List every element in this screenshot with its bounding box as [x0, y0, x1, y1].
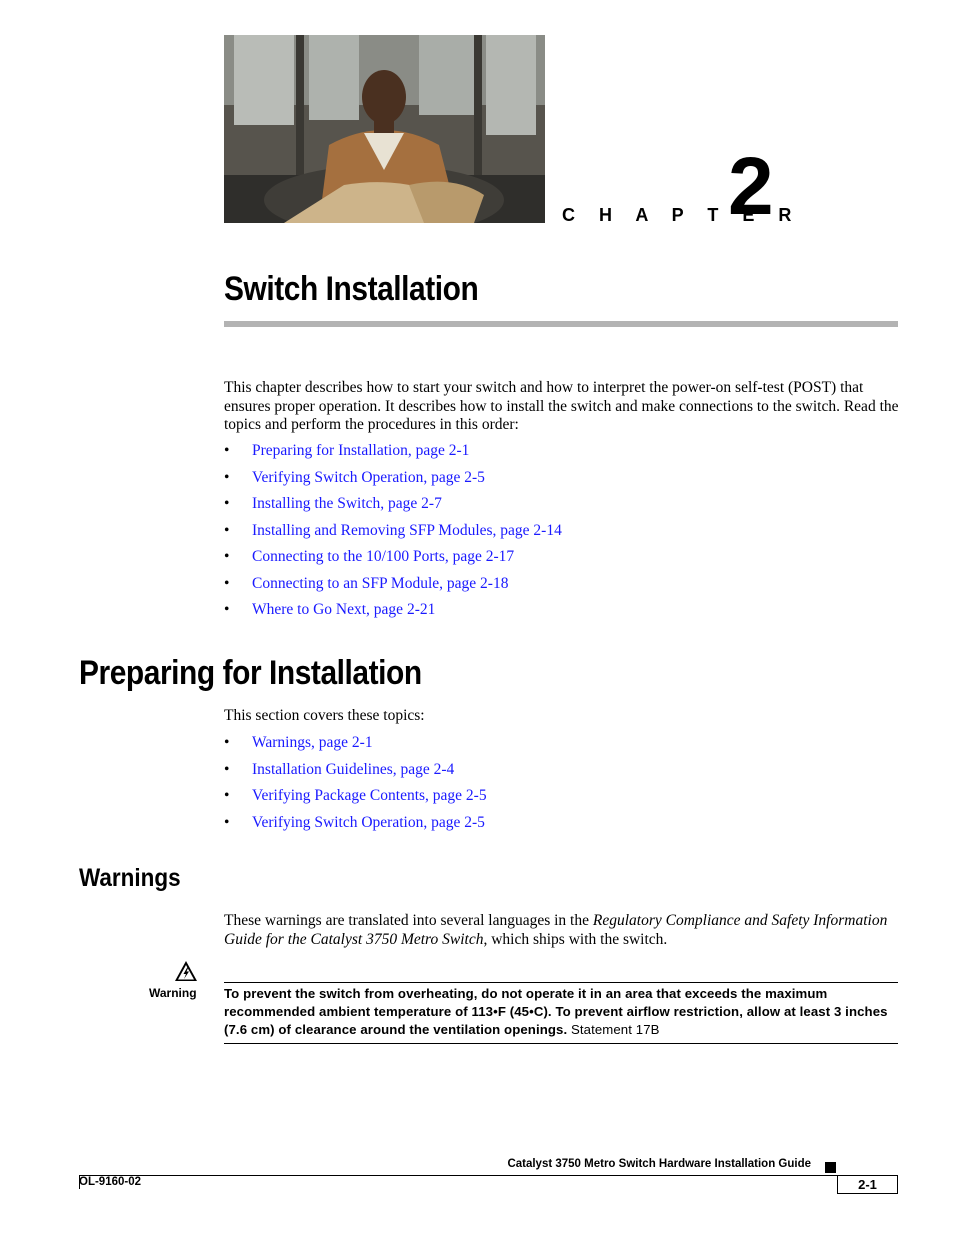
topic-link[interactable]: Where to Go Next, page 2-21 [252, 601, 436, 618]
subsection-heading-warnings: Warnings [79, 864, 181, 892]
page-number: 2-1 [837, 1175, 898, 1194]
warning-statement: Statement 17B [570, 1022, 660, 1037]
bullet-icon: • [224, 548, 230, 565]
bullet-icon: • [224, 601, 230, 618]
bullet-icon: • [224, 468, 230, 486]
chapter-intro: This chapter describes how to start your switch and how to interpret the power-on self-test (POST) that ensures proper operation. It describes how to install the switch and make connections to the switch. Read the topics and perform the procedures in this order: [224, 379, 899, 433]
warning-bottom-rule [224, 1043, 898, 1044]
guide-reference: Regulatory Compliance and Safety Information Guide for the Catalyst 3750 Metro Switch [224, 912, 888, 948]
bullet-icon: • [224, 442, 230, 459]
footer-rule [79, 1175, 898, 1176]
bullet-icon: • [224, 813, 230, 831]
chapter-photo [224, 35, 545, 223]
bullet-icon: • [224, 760, 230, 778]
warnings-intro-tail: , which ships with the switch. [483, 930, 668, 948]
topic-link[interactable]: Warnings, page 2-1 [252, 734, 373, 751]
warning-body: To prevent the switch from overheating, do not operate it in an area that exceeds the maximum recommended ambient temperature of 113•F (45•C). To prevent airflow restriction, allow at least 3 inches (7.6 cm) of clearance around the ventilation openings. [224, 986, 888, 1037]
warning-label: Warning [149, 986, 197, 1000]
topic-link[interactable]: Verifying Package Contents, page 2-5 [252, 787, 487, 804]
bullet-icon: • [224, 787, 230, 804]
section-intro: This section covers these topics: [224, 707, 425, 724]
footer-doc-number: OL-9160-02 [79, 1176, 142, 1188]
footer-guide-title: Catalyst 3750 Metro Switch Hardware Installation Guide [507, 1158, 811, 1170]
topic-link[interactable]: Preparing for Installation, page 2-1 [252, 442, 470, 459]
warning-text [224, 985, 900, 1039]
warnings-intro [224, 912, 900, 949]
warnings-intro-text: These warnings are translated into several languages in the [224, 912, 593, 929]
warning-top-rule [224, 982, 898, 983]
bullet-icon: • [224, 734, 230, 751]
bullet-icon: • [224, 495, 230, 512]
section-heading-preparing: Preparing for Installation [79, 654, 422, 692]
warning-icon [174, 960, 198, 982]
topic-link[interactable]: Installation Guidelines, page 2-4 [252, 760, 455, 778]
chapter-number: 2 [728, 141, 772, 232]
footer-marker [825, 1162, 836, 1173]
topic-link[interactable]: Installing the Switch, page 2-7 [252, 495, 442, 512]
bullet-icon: • [224, 521, 230, 539]
bullet-icon: • [224, 574, 230, 592]
topic-link[interactable]: Connecting to an SFP Module, page 2-18 [252, 574, 509, 592]
title-rule [224, 321, 898, 327]
topic-link[interactable]: Installing and Removing SFP Modules, page 2-14 [252, 521, 562, 539]
topic-link[interactable]: Verifying Switch Operation, page 2-5 [252, 813, 485, 831]
topic-link[interactable]: Verifying Switch Operation, page 2-5 [252, 468, 485, 486]
chapter-title: Switch Installation [224, 270, 479, 308]
topic-link[interactable]: Connecting to the 10/100 Ports, page 2-17 [252, 548, 515, 565]
person-photo-illustration [224, 35, 545, 223]
chapter-label: C H A P T E R [562, 205, 801, 225]
